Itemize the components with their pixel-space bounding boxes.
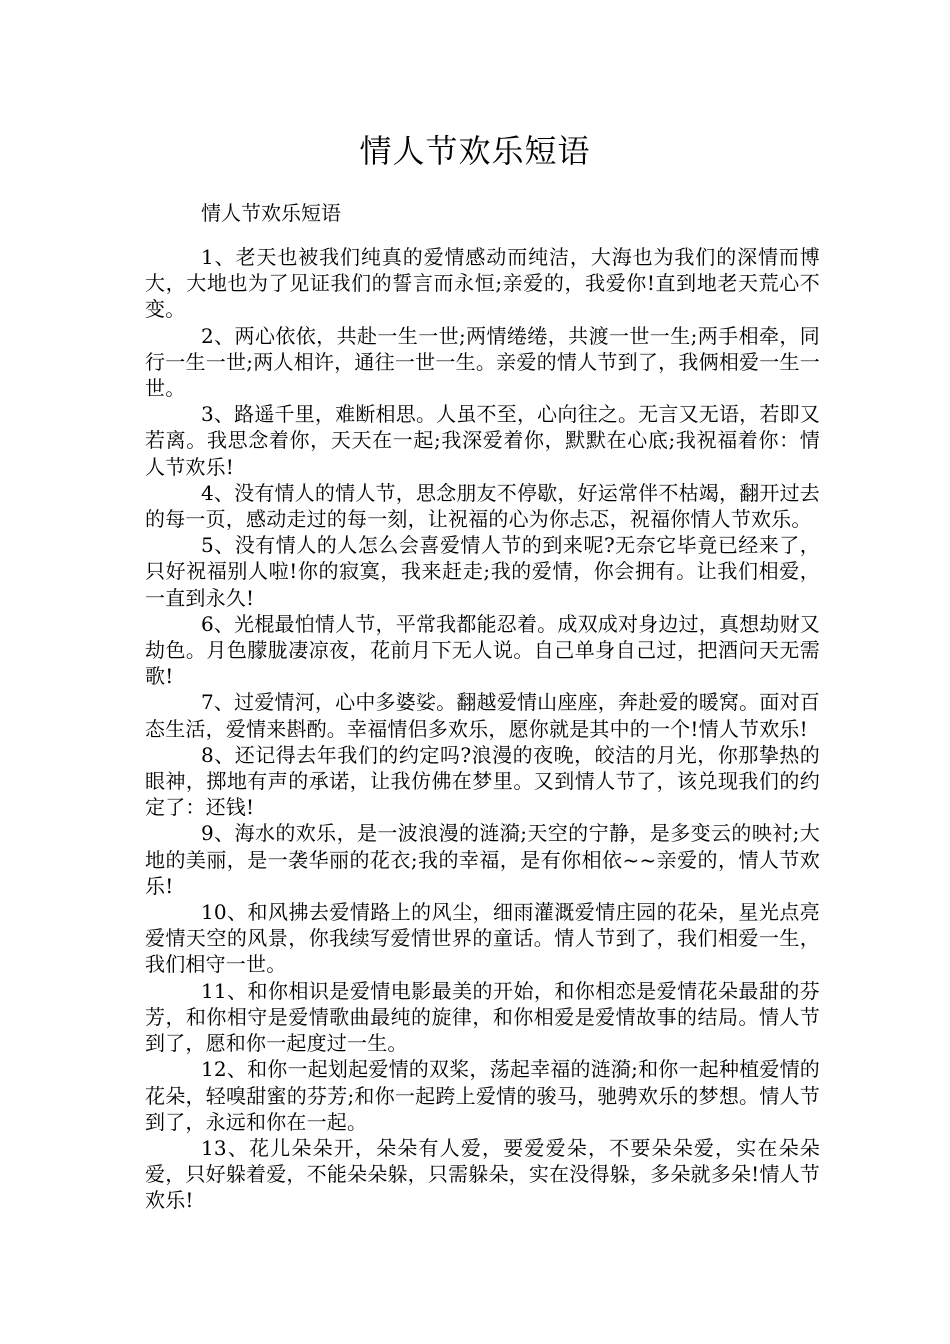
paragraph-12: 12、和你一起划起爱情的双桨，荡起幸福的涟漪;和你一起种植爱情的花朵，轻嗅甜蜜的芬芳;和你一起跨上爱情的骏马，驰骋欢乐的梦想。情人节到了，永远和你在一起。 <box>145 1057 820 1134</box>
paragraph-10: 10、和风拂去爱情路上的风尘，细雨灌溉爱情庄园的花朵，星光点亮爱情天空的风景，你我续写爱情世界的童话。情人节到了，我们相爱一生，我们相守一世。 <box>145 900 820 977</box>
paragraph-1: 1、老天也被我们纯真的爱情感动而纯洁，大海也为我们的深情而博大，大地也为了见证我们的誓言而永恒;亲爱的，我爱你!直到地老天荒心不变。 <box>145 245 820 322</box>
paragraph-9: 9、海水的欢乐，是一波浪漫的涟漪;天空的宁静，是多变云的映衬;大地的美丽，是一袭华丽的花衣;我的幸福，是有你相依~~亲爱的，情人节欢乐! <box>145 821 820 898</box>
paragraph-5: 5、没有情人的人怎么会喜爱情人节的到来呢?无奈它毕竟已经来了，只好祝福别人啦!你的寂寞，我来赶走;我的爱情，你会拥有。让我们相爱，一直到永久! <box>145 533 820 610</box>
document-body <box>145 244 820 1214</box>
paragraph-7: 7、过爱情河，心中多婆娑。翻越爱情山座座，奔赴爱的暖窝。面对百态生活，爱情来斟酌。幸福情侣多欢乐，愿你就是其中的一个!情人节欢乐! <box>145 690 820 741</box>
paragraph-11: 11、和你相识是爱情电影最美的开始，和你相恋是爱情花朵最甜的芬芳，和你相守是爱情歌曲最纯的旋律，和你相爱是爱情故事的结局。情人节到了，愿和你一起度过一生。 <box>145 978 820 1056</box>
paragraph-13: 13、花儿朵朵开，朵朵有人爱，要爱爱朵，不要朵朵爱，实在朵朵爱，只好躲着爱，不能朵朵躲，只需躲朵，实在没得躲，多朵就多朵!情人节欢乐! <box>145 1135 820 1213</box>
paragraph-3: 3、路遥千里，难断相思。人虽不至，心向往之。无言又无语，若即又若离。我思念着你，天天在一起;我深爱着你，默默在心底;我祝福着你：情人节欢乐! <box>145 402 820 479</box>
paragraph-4: 4、没有情人的情人节，思念朋友不停歇，好运常伴不枯竭，翻开过去的每一页，感动走过的每一刻，让祝福的心为你忐忑，祝福你情人节欢乐。 <box>145 480 820 532</box>
paragraph-8: 8、还记得去年我们的约定吗?浪漫的夜晚，皎洁的月光，你那挚热的眼神，掷地有声的承诺，让我仿佛在梦里。又到情人节了，该兑现我们的约定了：还钱! <box>145 742 820 820</box>
paragraph-6: 6、光棍最怕情人节，平常我都能忍着。成双成对身边过，真想劫财又劫色。月色朦胧凄凉夜，花前月下无人说。自己单身自己过，把酒问天无需歌! <box>145 611 820 689</box>
document-subtitle: 情人节欢乐短语 <box>201 201 341 225</box>
document-title: 情人节欢乐短语 <box>359 132 591 170</box>
paragraph-2: 2、两心依依，共赴一生一世;两情绻绻，共渡一世一生;两手相牵，同行一生一世;两人相许，通往一世一生。亲爱的情人节到了，我俩相爱一生一世。 <box>145 323 820 401</box>
